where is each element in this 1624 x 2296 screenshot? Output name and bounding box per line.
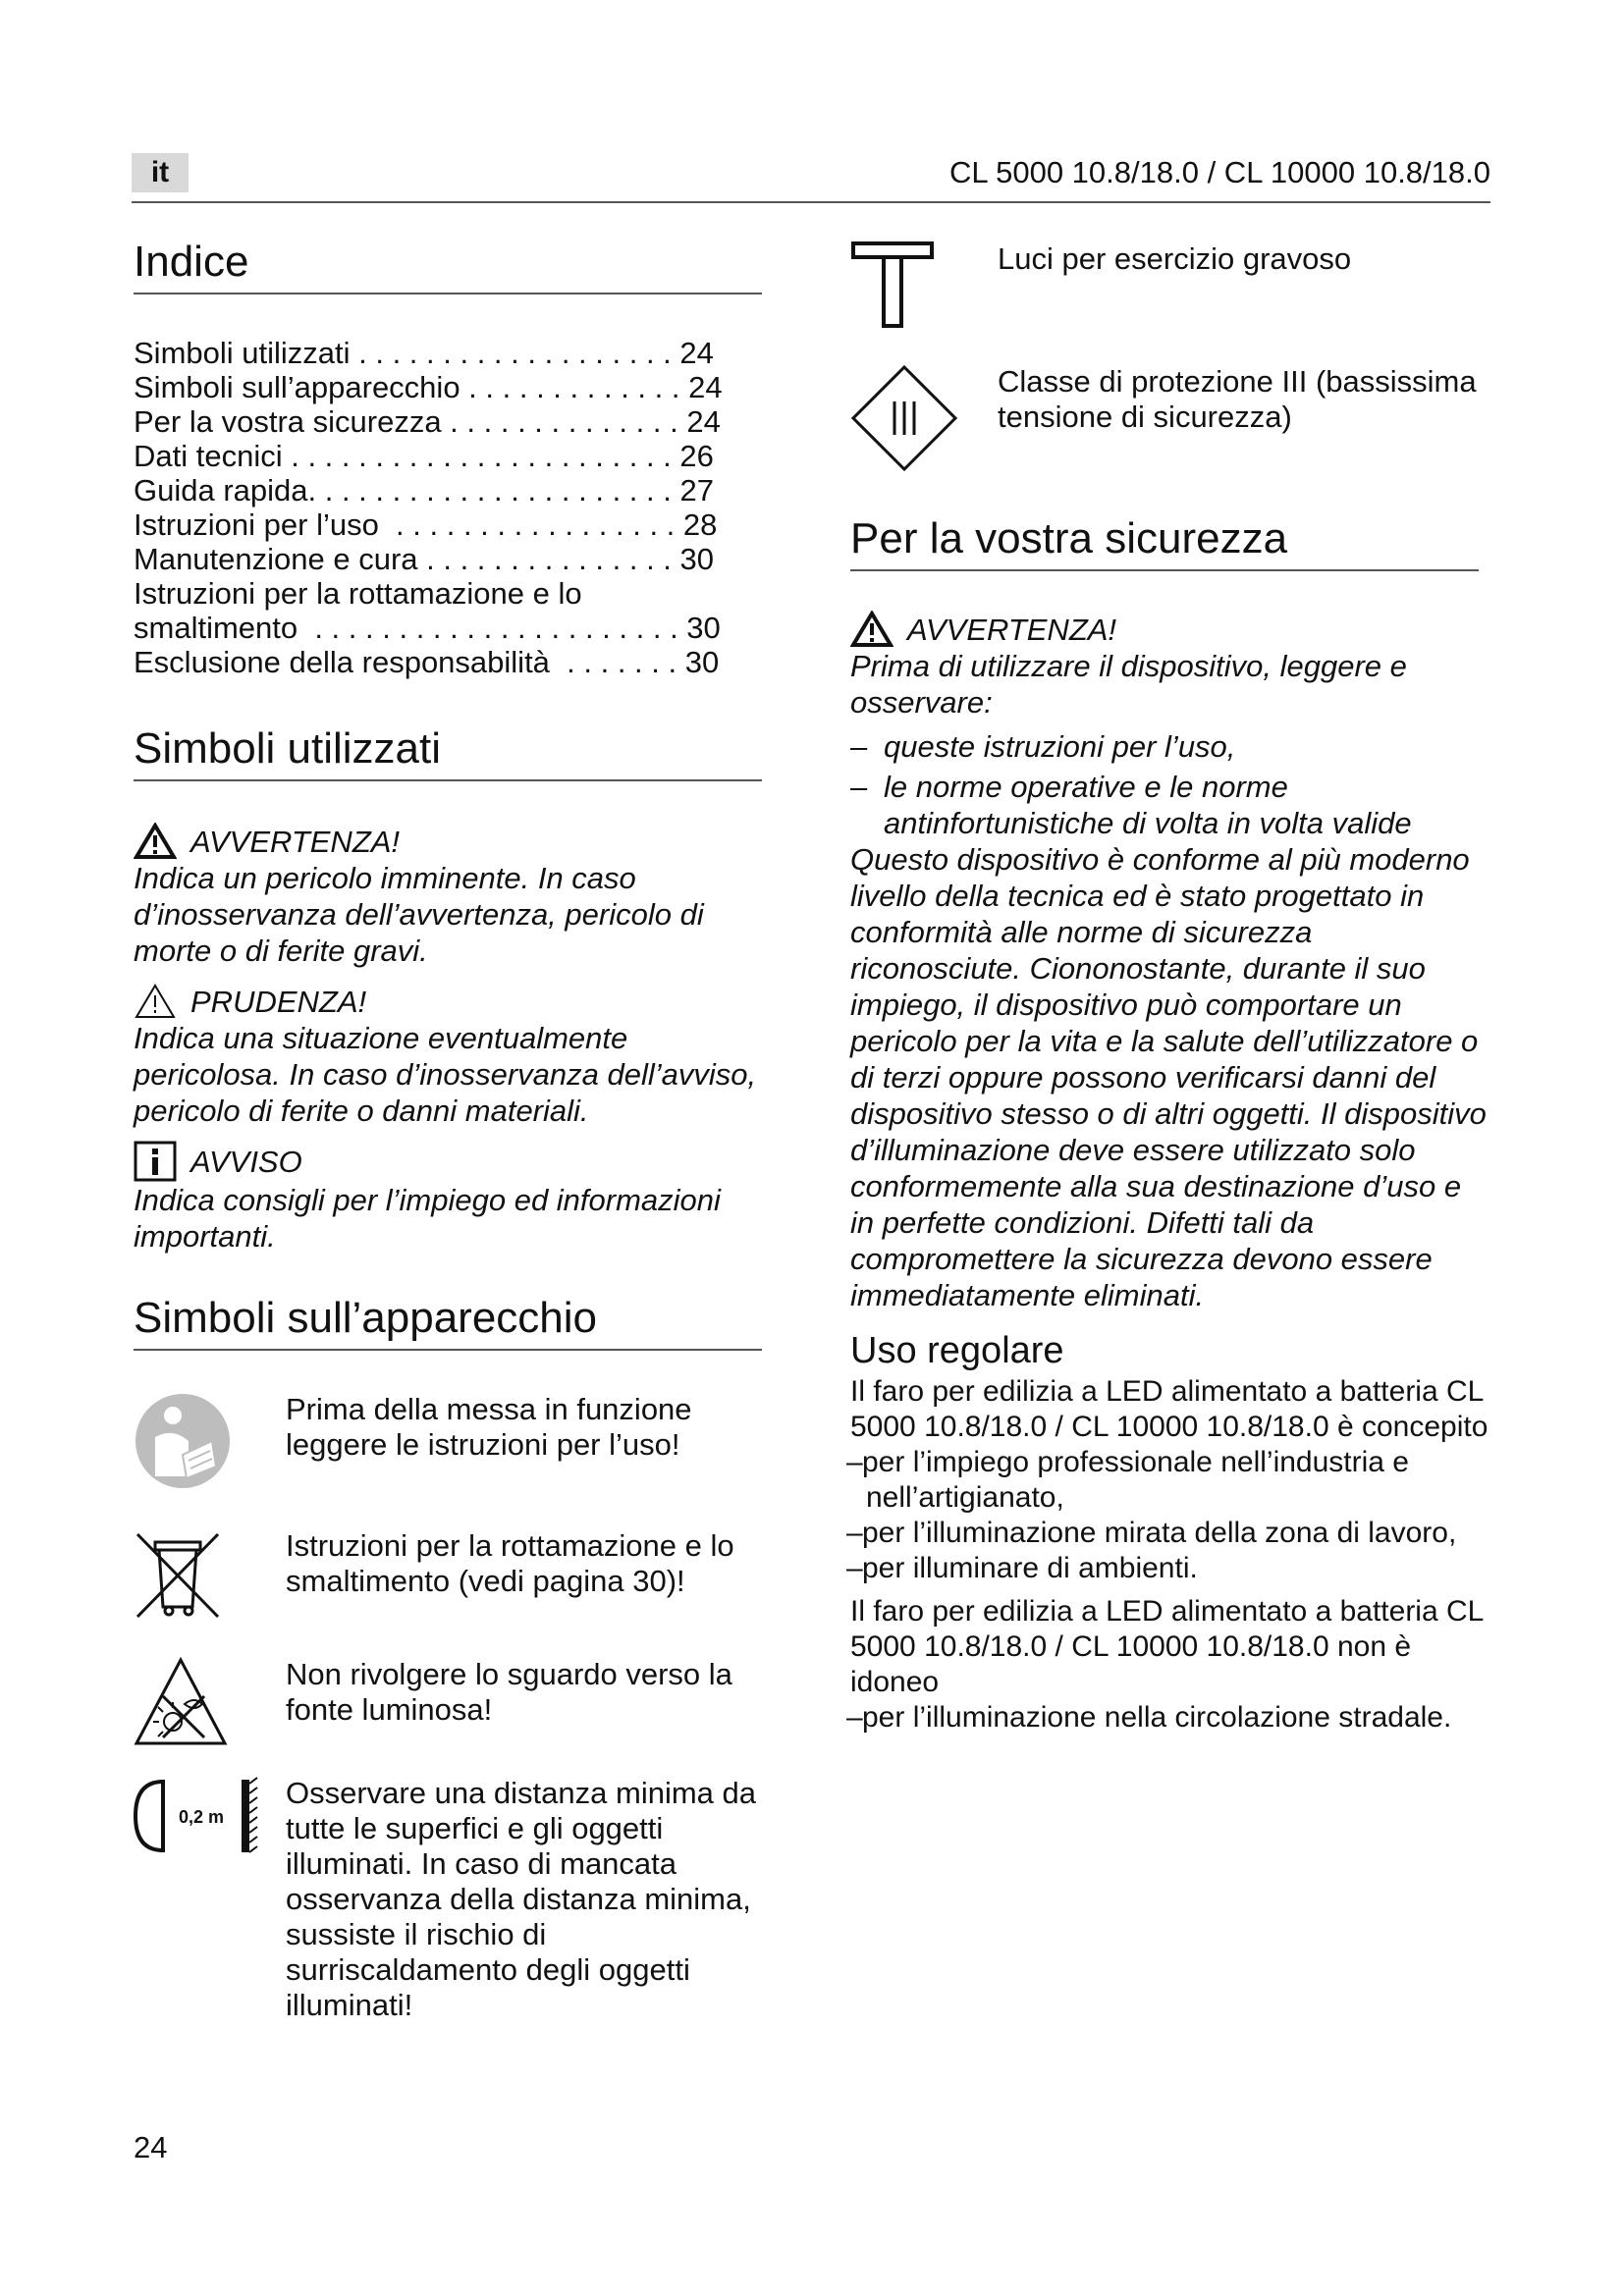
toc-item[interactable]: Per la vostra sicurezza . . . . . . . . . . . . . . 24	[134, 404, 721, 439]
device-symbol-text: Istruzioni per la rottamazione e lo smaltimento (vedi pagina 30)!	[286, 1528, 734, 1598]
list-item: – queste istruzioni per l’uso,	[850, 728, 1489, 765]
toc-item[interactable]: Manutenzione e cura . . . . . . . . . . . . . . . 30	[134, 542, 714, 576]
toc-item[interactable]: Istruzioni per la rottamazione e lo	[134, 576, 582, 611]
protection-class-iii-icon	[850, 364, 958, 472]
notice-text: Indica consigli per l’impiego ed informazioni importanti.	[134, 1183, 721, 1254]
warning-block	[134, 823, 782, 969]
heavy-duty-icon	[850, 236, 935, 330]
intended-use-list	[850, 1445, 1489, 1586]
not-intended-list	[850, 1700, 1489, 1735]
device-symbol-text: Prima della messa in funzione leggere le istruzioni per l’uso!	[286, 1392, 692, 1462]
toc-item[interactable]: Esclusione della responsabilità . . . . . . . 30	[134, 645, 720, 679]
device-symbol-text: Osservare una distanza minima da tutte le superfici e gli oggetti illuminati. In caso di mancata osservanza della distanza minima, sussiste il rischio di surriscaldamento degli oggetti illuminati!	[286, 1776, 757, 2022]
device-symbol-row	[134, 1657, 782, 1752]
safety-warning-block	[850, 611, 1489, 1313]
language-badge: it	[132, 153, 189, 192]
safety-paragraph: Questo dispositivo è conforme al più moderno livello della tecnica ed è stato progettato in conformità alle norme di sicurezza riconosciute. Ciononostante, durante il suo impiego, il dispositivo può comportare un pericolo per la vita e la salute dell’utilizzatore o di terzi oppure possono verificarsi danni del dispositivo stesso o di altri oggetti. Il dispositivo d’illuminazione deve essere utilizzato solo conformemente alla sua destinazione d’uso e in perfette condizioni. Difetti tali da compromettere la sicurezza devono essere immediatamente eliminati.	[850, 842, 1487, 1312]
intended-use-intro: Il faro per edilizia a LED alimentato a batteria CL 5000 10.8/18.0 / CL 10000 10.8/18.0 è concepito	[850, 1375, 1489, 1443]
read-manual-icon	[134, 1392, 232, 1490]
warning-label: AVVERTENZA!	[190, 824, 401, 859]
notice-block	[134, 1141, 782, 1255]
no-look-light-icon	[134, 1657, 228, 1747]
warning-text: Indica un pericolo imminente. In caso d’inosservanza dell’avvertenza, pericolo di morte o di ferite gravi.	[134, 861, 704, 968]
caution-block	[134, 983, 782, 1129]
notice-label: AVVISO	[190, 1144, 302, 1179]
caution-label: PRUDENZA!	[190, 984, 367, 1019]
warning-triangle-icon	[134, 823, 177, 860]
intended-use-body	[850, 1374, 1489, 1735]
list-item: – le norme operative e le norme antinfortunistiche di volta in volta valide	[850, 769, 1489, 841]
device-symbol-row	[134, 1392, 782, 1495]
list-item: – per l’illuminazione nella circolazione stradale.	[850, 1700, 1489, 1735]
right-column	[850, 236, 1508, 1735]
list-item: – per illuminare di ambienti.	[850, 1551, 1489, 1586]
toc-item[interactable]: Simboli utilizzati . . . . . . . . . . . . . . . . . . . 24	[134, 336, 714, 370]
list-item: – per l’impiego professionale nell’industria e nell’artigianato,	[850, 1445, 1489, 1516]
right-symbol-text: Classe di protezione III (bassissima tensione di sicurezza)	[998, 364, 1477, 434]
right-symbol-row	[850, 364, 1508, 477]
model-title: CL 5000 10.8/18.0 / CL 10000 10.8/18.0	[949, 155, 1490, 189]
caution-text: Indica una situazione eventualmente pericolosa. In caso d’inosservanza dell’avviso, pericolo di ferite o danni materiali.	[134, 1021, 757, 1128]
device-symbol-text: Non rivolgere lo sguardo verso la fonte luminosa!	[286, 1657, 732, 1727]
intended-use-title: Uso regolare	[850, 1330, 1064, 1371]
right-symbol-row	[850, 236, 1508, 335]
min-distance-icon	[134, 1776, 271, 1856]
device-symbol-row	[134, 1776, 782, 2023]
table-of-contents	[134, 336, 782, 679]
min-distance-label: 0,2 m	[179, 1807, 225, 1827]
device-symbols-title: Simboli sull’apparecchio	[134, 1292, 762, 1351]
safety-intro: Prima di utilizzare il dispositivo, leggere e osservare:	[850, 649, 1407, 720]
safety-title: Per la vostra sicurezza	[850, 512, 1479, 571]
not-intended-intro: Il faro per edilizia a LED alimentato a batteria CL 5000 10.8/18.0 / CL 10000 10.8/18.0 non è idoneo	[850, 1595, 1484, 1698]
right-symbol-text: Luci per esercizio gravoso	[998, 241, 1352, 276]
toc-item[interactable]: Simboli sull’apparecchio . . . . . . . . . . . . . 24	[134, 370, 723, 404]
info-icon	[134, 1141, 177, 1182]
safety-list	[850, 728, 1489, 841]
safety-warning-label: AVVERTENZA!	[907, 612, 1117, 647]
list-item: – per l’illuminazione mirata della zona di lavoro,	[850, 1516, 1489, 1551]
toc-title: Indice	[134, 236, 762, 294]
symbols-used-title: Simboli utilizzati	[134, 722, 762, 781]
header-rule	[132, 201, 1490, 203]
device-symbols-list	[134, 1392, 782, 2023]
left-column	[134, 236, 782, 2023]
toc-item[interactable]: Istruzioni per l’uso . . . . . . . . . . . . . . . . . 28	[134, 507, 718, 542]
toc-item[interactable]: Guida rapida. . . . . . . . . . . . . . . . . . . . . . 27	[134, 473, 714, 507]
page-number: 24	[134, 2130, 168, 2164]
caution-triangle-icon	[134, 983, 177, 1020]
device-symbol-row	[134, 1528, 782, 1624]
warning-triangle-icon	[850, 611, 893, 648]
crossed-bin-icon	[134, 1528, 222, 1619]
toc-item[interactable]: Dati tecnici . . . . . . . . . . . . . . . . . . . . . . . 26	[134, 439, 714, 473]
toc-item[interactable]: smaltimento . . . . . . . . . . . . . . . . . . . . . . 30	[134, 611, 721, 645]
